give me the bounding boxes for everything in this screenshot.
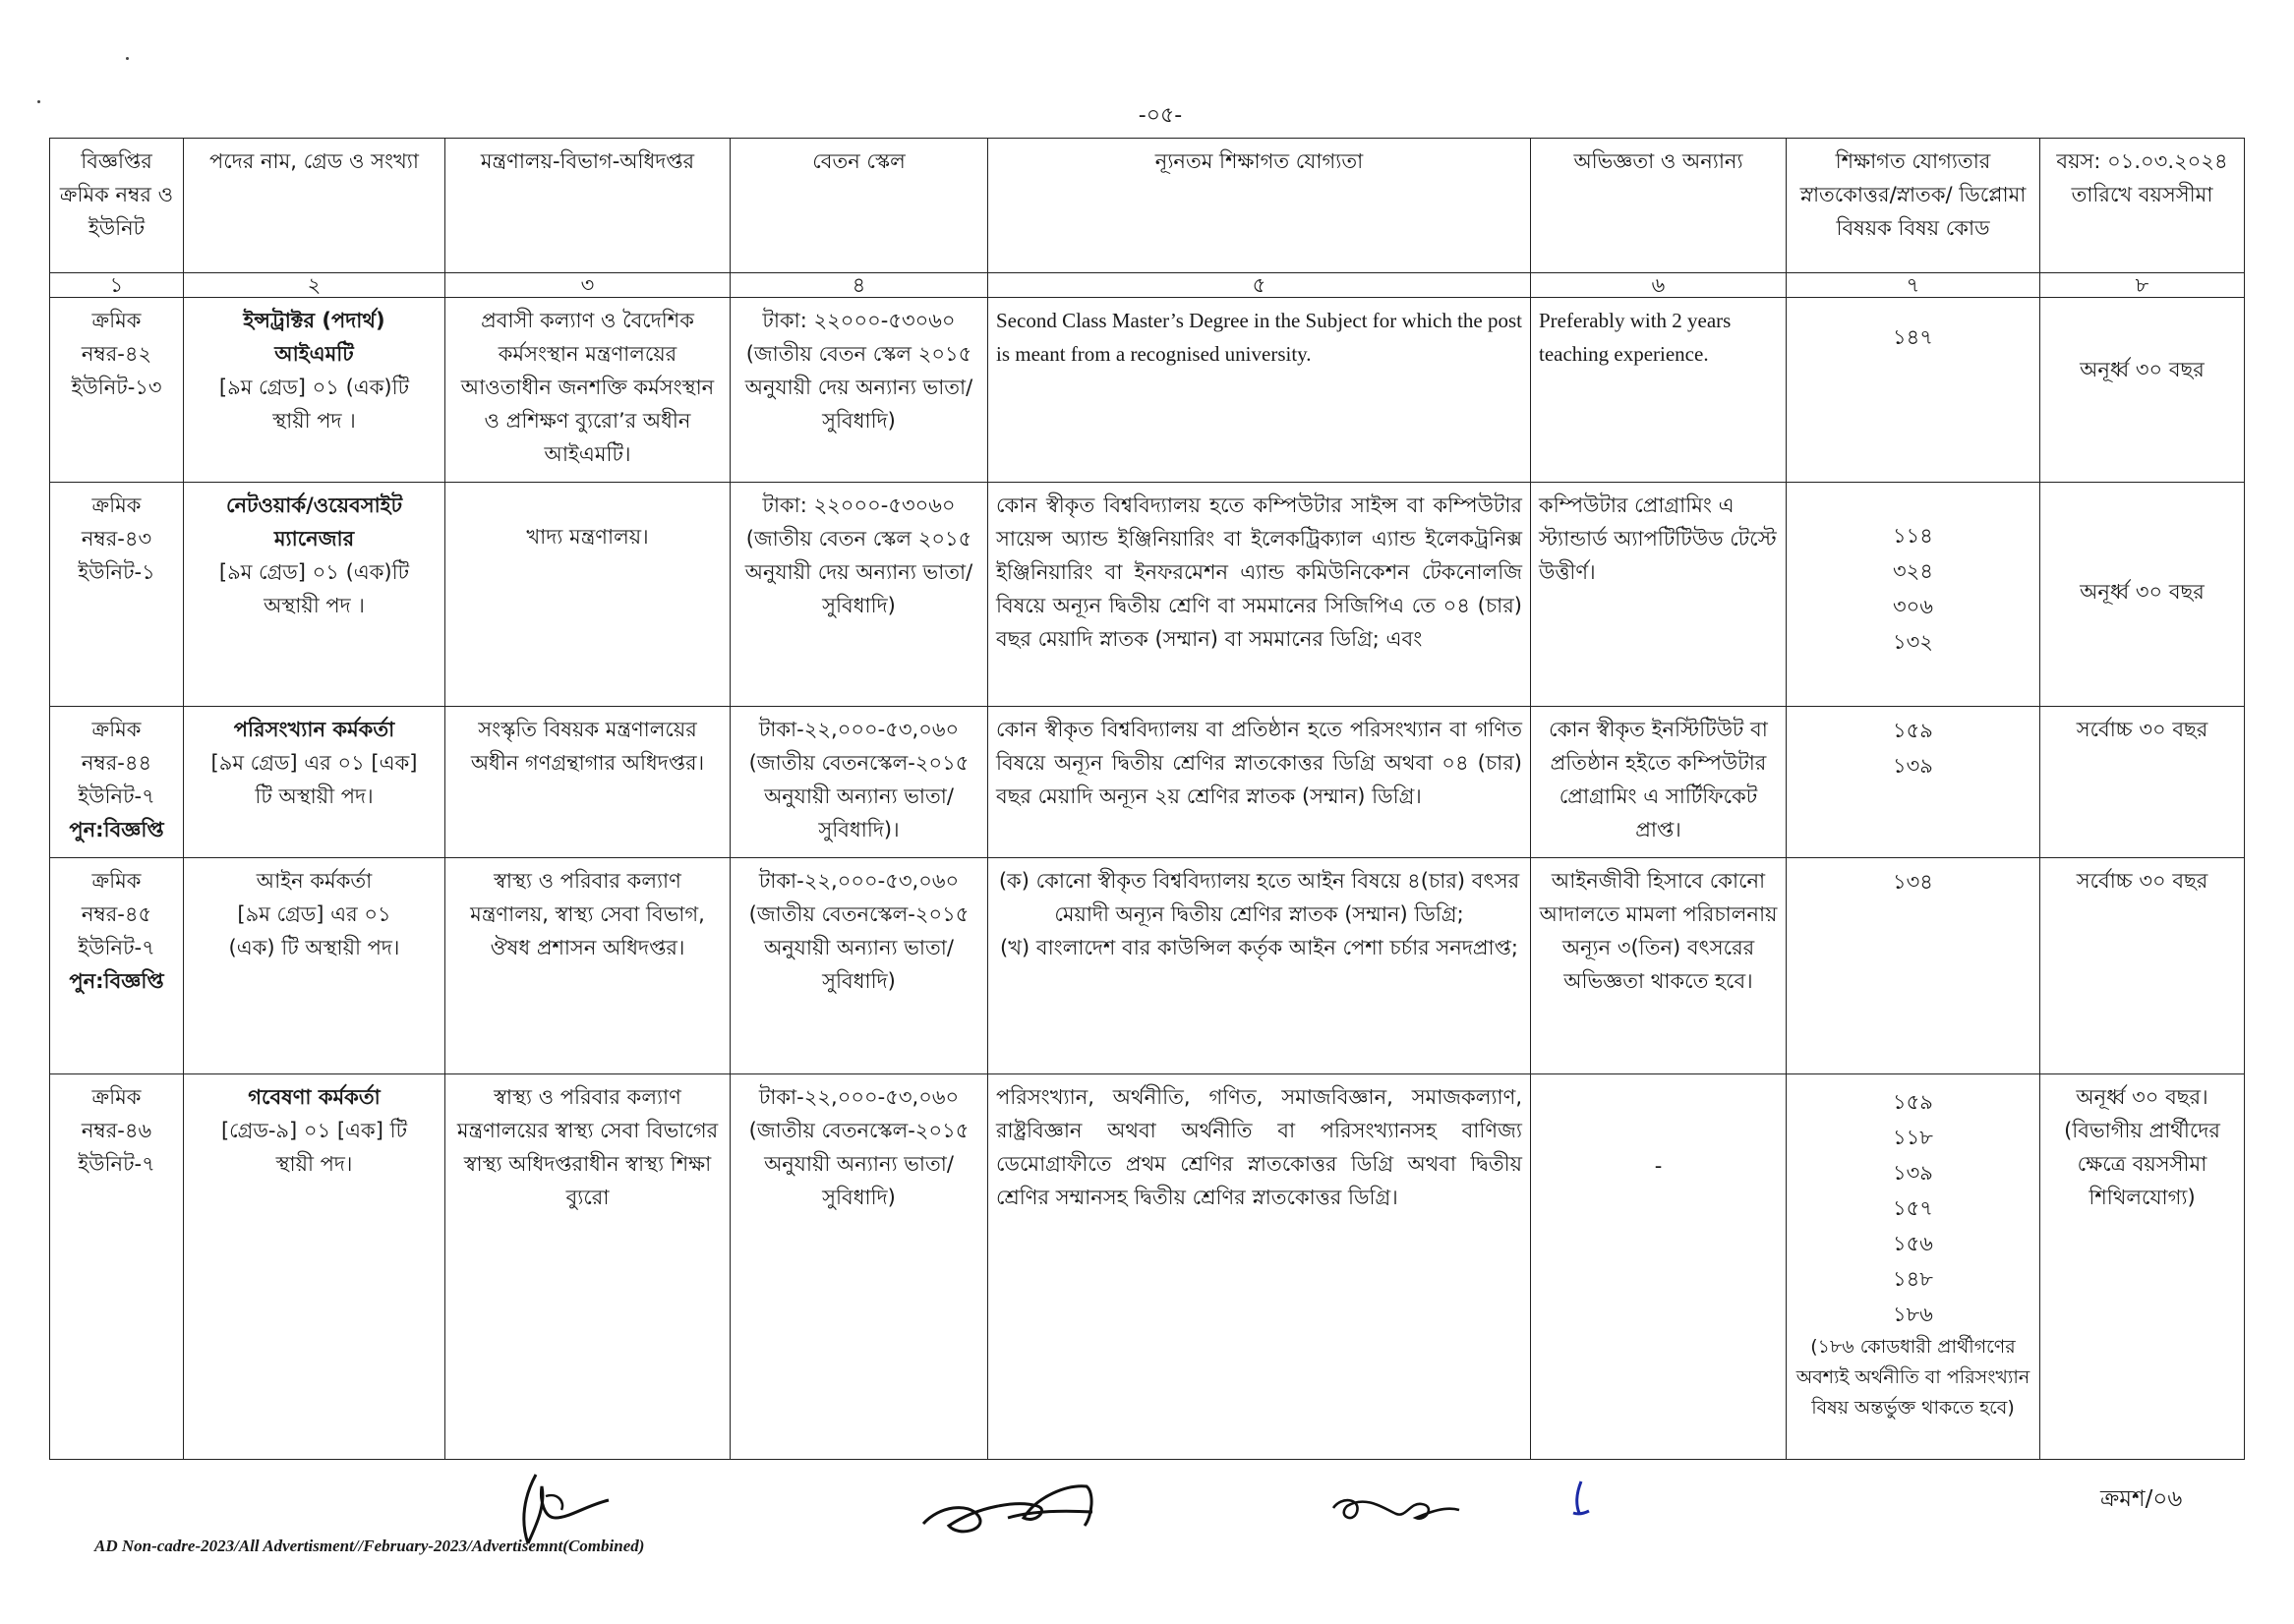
- serial-cell: ক্রমিক নম্বর-৪৬ ইউনিট-৭: [50, 1074, 184, 1460]
- column-number: ৪: [731, 273, 988, 298]
- page-number: -০৫-: [1138, 103, 1183, 128]
- post-cell: পরিসংখ্যান কর্মকর্তা [৯ম গ্রেড] এর ০১ [এক] টি অস্থায়ী পদ।: [184, 707, 445, 858]
- ministry-cell: স্বাস্থ্য ও পরিবার কল্যাণ মন্ত্রণালয়ের স্বাস্থ্য সেবা বিভাগের স্বাস্থ্য অধিদপ্তরাধীন স্বাস্থ্য শিক্ষা ব্যুরো: [445, 1074, 731, 1460]
- signature-4: [1569, 1478, 1593, 1519]
- serial-cell: ক্রমিক নম্বর-৪৪ ইউনিট-৭ পুন:বিজ্ঞপ্তি: [50, 707, 184, 858]
- column-number: ৬: [1531, 273, 1787, 298]
- age-cell: সর্বোচ্চ ৩০ বছর: [2040, 707, 2245, 858]
- subject-code-cell: ১৫৯ ১১৮ ১৩৯ ১৫৭ ১৫৬ ১৪৮ ১৮৬ (১৮৬ কোডধারী প্রার্থীগণের অবশ্যই অর্থনীতি বা পরিসংখ্যান বিষয় অন্তর্ভুক্ত থাকতে হবে): [1787, 1074, 2040, 1460]
- table-row: [50, 858, 2245, 1074]
- table-row: [50, 707, 2245, 858]
- column-number: ৫: [988, 273, 1531, 298]
- pay-scale-cell: টাকা: ২২০০০-৫৩০৬০ (জাতীয় বেতন স্কেল ২০১৫ অনুযায়ী দেয় অন্যান্য ভাতা/সুবিধাদি): [731, 298, 988, 483]
- qualification-cell: Second Class Master’s Degree in the Subject for which the post is meant from a recognised university.: [988, 298, 1531, 483]
- header-post: পদের নাম, গ্রেড ও সংখ্যা: [184, 139, 445, 273]
- column-number: ৩: [445, 273, 731, 298]
- experience-cell: Preferably with 2 years teaching experience.: [1531, 298, 1787, 483]
- experience-cell: কম্পিউটার প্রোগ্রামিং এ স্ট্যান্ডার্ড অ্যাপটিটিউড টেস্টে উত্তীর্ণ।: [1531, 483, 1787, 707]
- pay-scale-cell: টাকা: ২২০০০-৫৩০৬০ (জাতীয় বেতন স্কেল ২০১৫ অনুযায়ী দেয় অন্যান্য ভাতা/সুবিধাদি): [731, 483, 988, 707]
- column-number-row: [50, 273, 2245, 298]
- age-cell: অনূর্ধ্ব ৩০ বছর। (বিভাগীয় প্রার্থীদের ক্ষেত্রে বয়সসীমা শিথিলযোগ্য): [2040, 1074, 2245, 1460]
- serial-cell: ক্রমিক নম্বর-৪২ ইউনিট-১৩: [50, 298, 184, 483]
- subject-code-cell: ১৫৯ ১৩৯: [1787, 707, 2040, 858]
- header-experience: অভিজ্ঞতা ও অন্যান্য: [1531, 139, 1787, 273]
- post-cell: আইন কর্মকর্তা [৯ম গ্রেড] এর ০১ (এক) টি অস্থায়ী পদ।: [184, 858, 445, 1074]
- pay-scale-cell: টাকা-২২,০০০-৫৩,০৬০ (জাতীয় বেতনস্কেল-২০১৫ অনুযায়ী অন্যান্য ভাতা/সুবিধাদি)।: [731, 707, 988, 858]
- header-qualification: ন্যূনতম শিক্ষাগত যোগ্যতা: [988, 139, 1531, 273]
- subject-code-cell: ১৩৪: [1787, 858, 2040, 1074]
- code-note: (১৮৬ কোডধারী প্রার্থীগণের অবশ্যই অর্থনীতি বা পরিসংখ্যান বিষয় অন্তর্ভুক্ত থাকতে হবে): [1795, 1336, 2030, 1419]
- subject-code-cell: ১৪৭: [1787, 298, 2040, 483]
- column-number: ১: [50, 273, 184, 298]
- serial-cell: ক্রমিক নম্বর-৪৫ ইউনিট-৭ পুন:বিজ্ঞপ্তি: [50, 858, 184, 1074]
- vacancy-table: [49, 138, 2245, 1460]
- ministry-cell: সংস্কৃতি বিষয়ক মন্ত্রণালয়ের অধীন গণগ্রন্থাগার অধিদপ্তর।: [445, 707, 731, 858]
- qualification-cell: কোন স্বীকৃত বিশ্ববিদ্যালয় হতে কম্পিউটার সাইন্স বা কম্পিউটার সায়েন্স অ্যান্ড ইঞ্জিনিয়ারিং বা ইলেকট্রিক্যাল এ্যান্ড ইলেকট্রনিক্স ইঞ্জিনিয়ারিং বা ইনফরমেশন এ্যান্ড কমিউনিকেশন টেকনোলজি বিষয়ে অন্যূন দ্বিতীয় শ্রেণি বা সমমানের সিজিপিএ তে ০৪ (চার) বছর মেয়াদি স্নাতক (সম্মান) বা সমমানের ডিগ্রি; এবং: [988, 483, 1531, 707]
- column-number: ৮: [2040, 273, 2245, 298]
- serial-cell: ক্রমিক নম্বর-৪৩ ইউনিট-১: [50, 483, 184, 707]
- experience-cell: আইনজীবী হিসাবে কোনো আদালতে মামলা পরিচালনায় অন্যূন ৩(তিন) বৎসরের অভিজ্ঞতা থাকতে হবে।: [1531, 858, 1787, 1074]
- post-cell: গবেষণা কর্মকর্তা [গ্রেড-৯] ০১ [এক] টি স্থায়ী পদ।: [184, 1074, 445, 1460]
- ministry-cell: খাদ্য মন্ত্রণালয়।: [445, 483, 731, 707]
- scan-speck: [126, 57, 129, 60]
- scan-speck: [37, 100, 40, 103]
- ministry-cell: স্বাস্থ্য ও পরিবার কল্যাণ মন্ত্রণালয়, স্বাস্থ্য সেবা বিভাগ, ঔষধ প্রশাসন অধিদপ্তর।: [445, 858, 731, 1074]
- qualification-cell: (ক) কোনো স্বীকৃত বিশ্ববিদ্যালয় হতে আইন বিষয়ে ৪(চার) বৎসর মেয়াদী অন্যূন দ্বিতীয় শ্রেণির স্নাতক (সম্মান) ডিগ্রি; (খ) বাংলাদেশ বার কাউন্সিল কর্তৃক আইন পেশা চর্চার সনদপ্রাপ্ত;: [988, 858, 1531, 1074]
- post-cell: নেটওয়ার্ক/ওয়েবসাইট ম্যানেজার [৯ম গ্রেড] ০১ (এক)টি অস্থায়ী পদ ।: [184, 483, 445, 707]
- header-age: বয়স: ০১.০৩.২০২৪ তারিখে বয়সসীমা: [2040, 139, 2245, 273]
- subject-code-cell: ১১৪ ৩২৪ ৩০৬ ১৩২: [1787, 483, 2040, 707]
- header-subject-code: শিক্ষাগত যোগ্যতার স্নাতকোত্তর/স্নাতক/ ডিপ্লোমা বিষয়ক বিষয় কোড: [1787, 139, 2040, 273]
- re-advertisement-label: পুন:বিজ্ঞপ্তি: [69, 818, 164, 841]
- table-row: [50, 1074, 2245, 1460]
- column-number: ৭: [1787, 273, 2040, 298]
- table-row: [50, 298, 2245, 483]
- age-cell: অনূর্ধ্ব ৩০ বছর: [2040, 298, 2245, 483]
- column-number: ২: [184, 273, 445, 298]
- age-cell: সর্বোচ্চ ৩০ বছর: [2040, 858, 2245, 1074]
- footer-reference: AD Non-cadre-2023/All Advertisment//February-2023/Advertisemnt(Combined): [94, 1537, 645, 1555]
- experience-cell: -: [1531, 1074, 1787, 1460]
- qualification-cell: কোন স্বীকৃত বিশ্ববিদ্যালয় বা প্রতিষ্ঠান হতে পরিসংখ্যান বা গণিত বিষয়ে অন্যূন দ্বিতীয় শ্রেণির স্নাতকোত্তর ডিগ্রি অথবা ০৪ (চার) বছর মেয়াদি অন্যূন ২য় শ্রেণির স্নাতক (সম্মান) ডিগ্রি।: [988, 707, 1531, 858]
- post-cell: ইন্সট্রাক্টর (পদার্থ) আইএমটি [৯ম গ্রেড] ০১ (এক)টি স্থায়ী পদ ।: [184, 298, 445, 483]
- header-ministry: মন্ত্রণালয়-বিভাগ-অধিদপ্তর: [445, 139, 731, 273]
- age-cell: অনূর্ধ্ব ৩০ বছর: [2040, 483, 2245, 707]
- qualification-cell: পরিসংখ্যান, অর্থনীতি, গণিত, সমাজবিজ্ঞান, সমাজকল্যাণ, রাষ্ট্রবিজ্ঞান অথবা অর্থনীতি বা পরিসংখ্যানসহ বাণিজ্য ডেমোগ্রাফীতে প্রথম শ্রেণির স্নাতকোত্তর ডিগ্রি অথবা দ্বিতীয় শ্রেণির সম্মানসহ দ্বিতীয় শ্রেণির স্নাতকোত্তর ডিগ্রি।: [988, 1074, 1531, 1460]
- pay-scale-cell: টাকা-২২,০০০-৫৩,০৬০ (জাতীয় বেতনস্কেল-২০১৫ অনুযায়ী অন্যান্য ভাতা/সুবিধাদি): [731, 858, 988, 1074]
- signature-3: [1327, 1486, 1465, 1534]
- pay-scale-cell: টাকা-২২,০০০-৫৩,০৬০ (জাতীয় বেতনস্কেল-২০১৫ অনুযায়ী অন্যান্য ভাতা/সুবিধাদি): [731, 1074, 988, 1460]
- header-serial: বিজ্ঞপ্তির ক্রমিক নম্বর ও ইউনিট: [50, 139, 184, 273]
- continued-label: ক্রমশ/০৬: [2100, 1486, 2183, 1512]
- header-pay-scale: বেতন স্কেল: [731, 139, 988, 273]
- re-advertisement-label: পুন:বিজ্ঞপ্তি: [69, 969, 164, 993]
- experience-cell: কোন স্বীকৃত ইনস্টিটিউট বা প্রতিষ্ঠান হইতে কম্পিউটার প্রোগ্রামিং এ সার্টিফিকেট প্রাপ্ত।: [1531, 707, 1787, 858]
- ministry-cell: প্রবাসী কল্যাণ ও বৈদেশিক কর্মসংস্থান মন্ত্রণালয়ের আওতাধীন জনশক্তি কর্মসংস্থান ও প্রশিক্ষণ ব্যুরো’র অধীন আইএমটি।: [445, 298, 731, 483]
- table-header-row: [50, 139, 2245, 273]
- table-row: [50, 483, 2245, 707]
- signature-2: [919, 1467, 1101, 1545]
